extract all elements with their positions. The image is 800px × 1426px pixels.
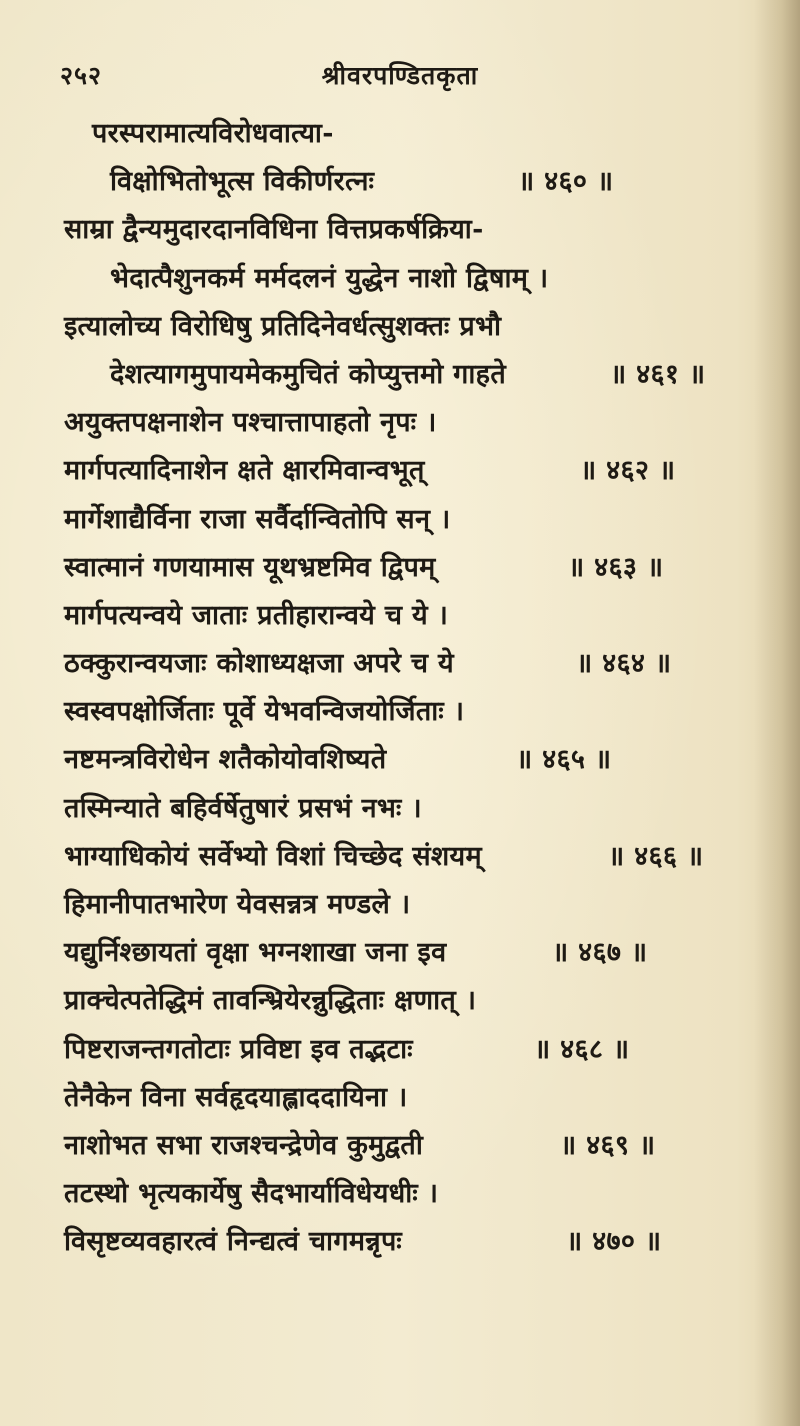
verse-line xyxy=(0,1074,800,1122)
verse-line-text: प्राक्चेत्पतेद्धिमं तावन्भ्रियेरन्नुद्धिताः क्षणात् । xyxy=(64,985,477,1017)
verse-line xyxy=(0,833,800,881)
verse-number: ॥ ४६२ ॥ xyxy=(580,455,676,487)
running-title: श्रीवरपण्डितकृता xyxy=(321,61,479,90)
verse-line xyxy=(0,110,800,158)
verse-line xyxy=(0,1170,800,1218)
verse-line xyxy=(0,592,800,640)
verse-number: ॥ ४७० ॥ xyxy=(566,1226,662,1258)
verse-line xyxy=(0,544,800,592)
verse-line xyxy=(0,158,800,206)
verse-line-text: मार्गपत्यादिनाशेन क्षते क्षारमिवान्वभूत् xyxy=(64,455,425,487)
verse-line-text: स्वात्मानं गणयामास यूथभ्रष्टमिव द्विपम् xyxy=(64,551,436,583)
verse-line-text: हिमानीपातभारेण येवसन्नत्र मण्डले । xyxy=(64,889,411,920)
verse-line xyxy=(0,1122,800,1170)
verse-line xyxy=(0,351,800,399)
verse-line-text: इत्यालोच्य विरोधिषु प्रतिदिनेवर्धत्सुशक्तः प्रभौ xyxy=(64,310,502,342)
verse-number: ॥ ४६० ॥ xyxy=(518,166,614,198)
verse-number: ॥ ४६९ ॥ xyxy=(560,1129,656,1161)
verse-line-text: नष्टमन्त्रविरोधेन शतैकोयोवशिष्यते xyxy=(64,744,387,776)
verse-number: ॥ ४६३ ॥ xyxy=(568,551,664,583)
page-number: २५२ xyxy=(60,61,103,90)
verse-number: ॥ ४६८ ॥ xyxy=(534,1033,630,1065)
verse-line xyxy=(0,688,800,736)
verse-line xyxy=(0,255,800,303)
verse-line-text: नाशोभत सभा राजश्चन्द्रेणेव कुमुद्वती xyxy=(64,1129,424,1161)
verse-line-text: विक्षोभितोभूत्स विकीर्णरत्नः xyxy=(110,166,375,198)
verse-line-text: तस्मिन्याते बहिर्वर्षेतुषारं प्रसभं नभः । xyxy=(64,792,422,824)
verse-line-text: साम्रा द्वैन्यमुदारदानविधिना वित्तप्रकर्षक्रिया- xyxy=(64,214,484,246)
verse-number: ॥ ४६६ ॥ xyxy=(608,840,704,872)
verse-line xyxy=(0,206,800,254)
verse-line xyxy=(0,977,800,1025)
verse-line xyxy=(0,929,800,977)
verse-line xyxy=(0,785,800,833)
verse-line xyxy=(0,736,800,784)
verse-line-text: भाग्याधिकोयं सर्वेभ्यो विशां चिच्छेद संशयम् xyxy=(64,840,482,872)
verse-line xyxy=(0,399,800,447)
verse-line xyxy=(0,1026,800,1074)
verse-line-text: तेनैकेन विना सर्वहृदयाह्लाददायिना । xyxy=(64,1081,408,1113)
verse-line xyxy=(0,640,800,688)
verse-line-text: ठक्कुरान्वयजाः कोशाध्यक्षजा अपरे च ये xyxy=(64,648,454,680)
verse-line xyxy=(0,303,800,351)
verse-number: ॥ ४६४ ॥ xyxy=(576,648,672,680)
verse-line-text: यद्युर्निश्छायतां वृक्षा भग्नशाखा जना इव xyxy=(64,937,447,969)
verse-line-text: तटस्थो भृत्यकार्येषु सैदभार्याविधेयधीः । xyxy=(64,1178,439,1210)
verse-line xyxy=(0,1218,800,1266)
verse-line xyxy=(0,881,800,929)
verse-line-text: स्वस्वपक्षोर्जिताः पूर्वे येभवन्विजयोर्जिताः । xyxy=(64,696,465,728)
verse-text-block xyxy=(0,110,800,1267)
verse-number: ॥ ४६५ ॥ xyxy=(516,744,612,776)
verse-line xyxy=(0,496,800,544)
verse-number: ॥ ४६१ ॥ xyxy=(610,358,706,390)
verse-number: ॥ ४६७ ॥ xyxy=(552,937,648,969)
page-header xyxy=(0,58,800,98)
verse-line-text: देशत्यागमुपायमेकमुचितं कोप्युत्तमो गाहते xyxy=(110,358,507,390)
verse-line-text: विसृष्टव्यवहारत्वं निन्द्यत्वं चागमन्नृपः xyxy=(64,1226,403,1258)
verse-line-text: भेदात्पैशुनकर्म मर्मदलनं युद्धेन नाशो द्विषाम् । xyxy=(110,262,549,294)
verse-line-text: मार्गपत्यन्वये जाताः प्रतीहारान्वये च ये । xyxy=(64,599,449,631)
verse-line-text: परस्परामात्यविरोधवात्या- xyxy=(92,118,334,149)
verse-line-text: अयुक्तपक्षनाशेन पश्चात्तापाहतो नृपः । xyxy=(64,407,437,439)
verse-line-text: पिष्टराजन्तगतोटाः प्रविष्टा इव तद्भटाः xyxy=(64,1033,413,1065)
verse-line xyxy=(0,447,800,495)
verse-line-text: मार्गेशाद्यैर्विना राजा सर्वैर्दान्वितोपि सन् । xyxy=(64,503,451,535)
